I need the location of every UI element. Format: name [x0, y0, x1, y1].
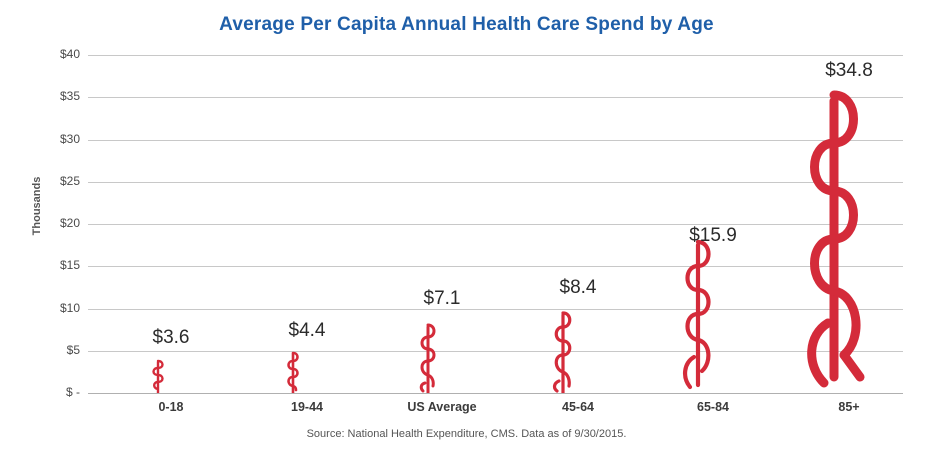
- y-tick-30: $30: [59, 131, 80, 146]
- bar-65-84[interactable]: [672, 237, 724, 393]
- plot-area: [88, 55, 903, 393]
- x-axis-line: [88, 393, 903, 394]
- x-label-65-84: 65-84: [697, 400, 729, 414]
- gridline-15: [88, 266, 903, 267]
- x-label-us-average: US Average: [407, 400, 477, 414]
- gridline-25: [88, 182, 903, 183]
- x-label-19-44: 19-44: [291, 400, 323, 414]
- value-label-85-plus: $34.8: [825, 60, 873, 81]
- y-tick-35: $35: [59, 89, 80, 104]
- bar-85-plus[interactable]: [786, 87, 882, 393]
- gridline-10: [88, 309, 903, 310]
- y-axis-title: Thousands: [31, 176, 43, 236]
- y-tick-0: $ -: [65, 385, 80, 399]
- gridline-40: [88, 55, 903, 56]
- gridline-35: [88, 97, 903, 98]
- source-note: Source: National Health Expenditure, CMS. Data as of 9/30/2015.: [306, 428, 627, 440]
- gridline-5: [88, 351, 903, 352]
- y-tick-10: $10: [59, 300, 80, 315]
- value-label-0-18: $3.6: [152, 327, 190, 348]
- bar-45-64[interactable]: [544, 309, 582, 393]
- x-label-0-18: 0-18: [158, 400, 184, 414]
- value-label-19-44: $4.4: [288, 320, 326, 341]
- value-label-us-average: $7.1: [423, 288, 461, 309]
- bar-0-18[interactable]: [145, 357, 171, 393]
- x-label-85-plus: 85+: [838, 400, 860, 414]
- y-tick-20: $20: [59, 216, 80, 230]
- y-axis-tick-labels: [30, 47, 80, 399]
- x-label-45-64: 45-64: [562, 400, 594, 414]
- bar-us-average[interactable]: [411, 321, 445, 393]
- gridline-30: [88, 140, 903, 141]
- y-tick-25: $25: [59, 173, 80, 188]
- page-title: Average Per Capita Annual Health Care Spend by Age: [219, 14, 714, 35]
- y-tick-15: $15: [59, 258, 80, 273]
- y-tick-40: $40: [59, 47, 80, 61]
- value-label-45-64: $8.4: [559, 277, 597, 298]
- bar-19-44[interactable]: [279, 349, 307, 393]
- value-label-65-84: $15.9: [689, 225, 737, 246]
- y-tick-5: $5: [66, 342, 80, 357]
- gridline-20: [88, 224, 903, 225]
